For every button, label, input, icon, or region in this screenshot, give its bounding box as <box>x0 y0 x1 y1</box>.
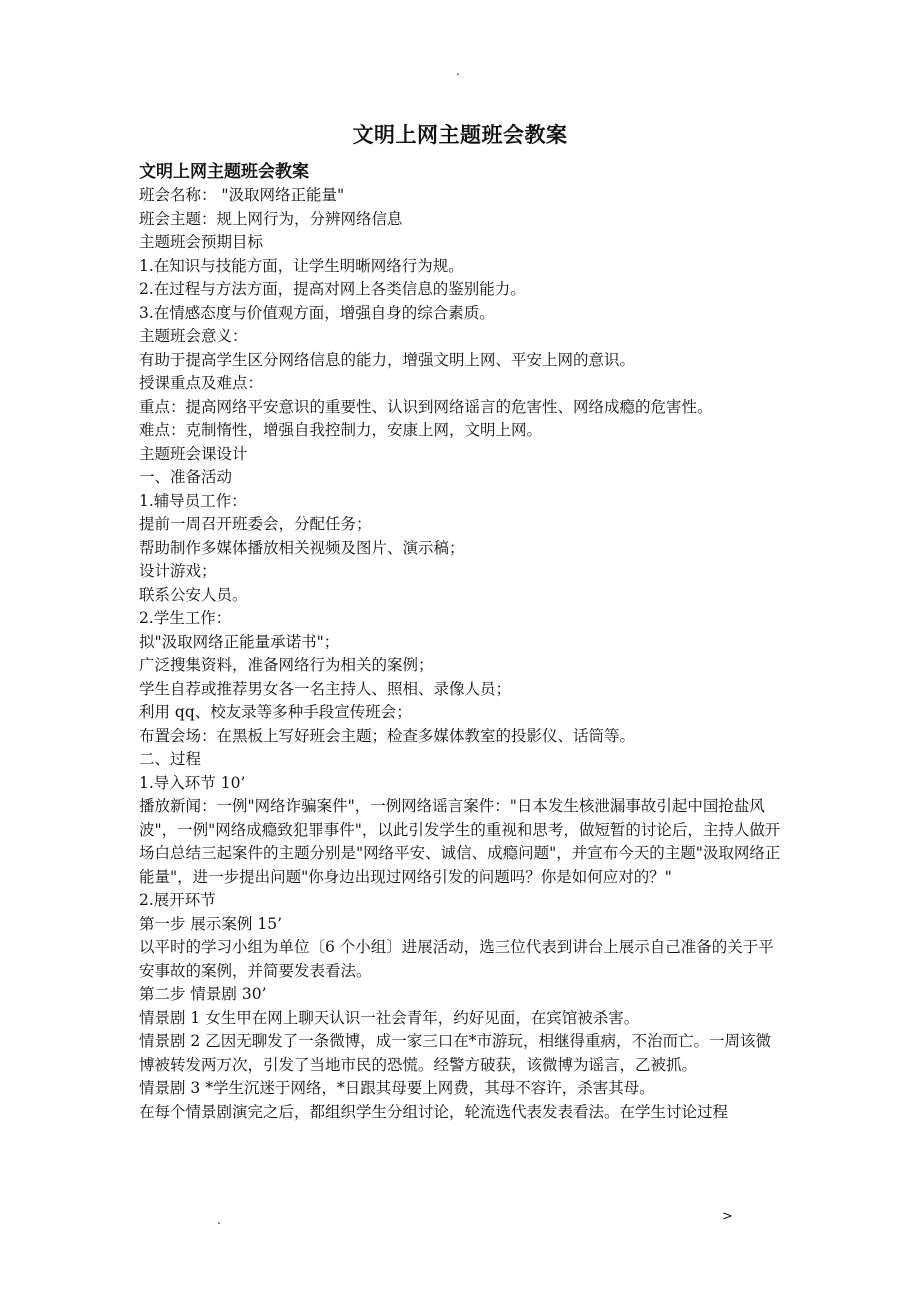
paragraph: 第一步 展示案例 15’ <box>139 914 283 933</box>
paragraph: 以平时的学习小组为单位〔6 个小组〕进展活动，选三位代表到讲台上展示自己准备的关于平安事故的案例，并简要发表看法。 <box>139 938 774 980</box>
paragraph: 情景剧 1 女生甲在网上聊天认识一社会青年，约好见面，在宾馆被杀害。 <box>139 1008 640 1027</box>
header-mark: . <box>456 64 460 78</box>
paragraph: 主题班会预期目标 <box>139 233 264 251</box>
paragraph: 1.导入环节 10’ <box>139 773 246 792</box>
paragraph: 重点：提高网络平安意识的重要性、认识到网络谣言的危害性、网络成瘾的危害性。 <box>139 397 713 416</box>
paragraph: 3.在情感态度与价值观方面，增强自身的综合素质。 <box>139 303 495 322</box>
paragraph: 情景剧 2 乙因无聊发了一条微博，成一家三口在*市游玩，相继得重病，不治而亡。一周该微博被转发两万次，引发了当地市民的恐慌。经警方破获，该微博为谣言，乙被抓。 <box>139 1032 771 1074</box>
paragraph: 1.辅导员工作： <box>139 491 247 510</box>
paragraph: 学生自荐或推荐男女各一名主持人、照相、录像人员； <box>139 679 512 698</box>
paragraph: 广泛搜集资料，准备网络行为相关的案例； <box>139 656 434 674</box>
paragraph: 设计游戏； <box>139 562 217 580</box>
paragraph: 播放新闻：一例"网络诈骗案件"，一例网络谣言案件："日本发生核泄漏事故引起中国抢盐风波"，一例"网络成瘾致犯罪事件"，以此引发学生的重视和思考，做短暂的讨论后，主持人做开场白总结三起案件的主题分别是"网络平安、诚信、成瘾问题"，并宣布今天的主题"汲取网络正能量"，进一步提出问题"你身边出现过网络引发的问题吗？你是如何应对的？" <box>139 797 781 886</box>
footer-right-mark: > <box>722 1209 733 1224</box>
paragraph: 主题班会意义： <box>139 327 248 345</box>
paragraph: 一、准备活动 <box>139 468 233 486</box>
paragraph: 利用 qq、校友录等多种手段宣传班会； <box>139 703 412 721</box>
document-title: 文明上网主题班会教案 <box>352 122 568 147</box>
paragraph: 主题班会课设计 <box>139 444 248 463</box>
paragraph: 联系公安人员。 <box>139 585 248 604</box>
paragraph: 二、过程 <box>139 750 202 768</box>
paragraph: 授课重点及难点： <box>139 374 264 392</box>
paragraph: 1.在知识与技能方面，让学生明晰网络行为规。 <box>139 256 464 275</box>
paragraph: 情景剧 3 *学生沉迷于网络，*日跟其母要上网费，其母不容许，杀害其母。 <box>139 1079 655 1097</box>
paragraph: 拟"汲取网络正能量承诺书"； <box>139 632 340 651</box>
paragraph: 2.在过程与方法方面，提高对网上各类信息的鉴别能力。 <box>139 280 526 298</box>
paragraph: 有助于提高学生区分网络信息的能力，增强文明上网、平安上网的意识。 <box>139 350 636 369</box>
paragraph: 2.学生工作： <box>139 609 232 627</box>
paragraph: 布置会场：在黑板上写好班会主题；检查多媒体教室的投影仪、话筒等。 <box>139 726 636 745</box>
paragraph: 提前一周召开班委会，分配任务； <box>139 515 372 533</box>
paragraph: 第二步 情景剧 30’ <box>139 985 267 1003</box>
paragraph: 班会主题：规上网行为，分辨网络信息 <box>139 209 403 228</box>
footer-left-mark: . <box>217 1213 221 1227</box>
paragraph: 在每个情景剧演完之后，都组织学生分组讨论，轮流选代表发表看法。在学生讨论过程 <box>139 1102 729 1121</box>
paragraph: 难点：克制惰性，增强自我控制力，安康上网，文明上网。 <box>139 421 543 439</box>
paragraph: 2.展开环节 <box>139 891 216 909</box>
section-heading: 文明上网主题班会教案 <box>139 162 309 182</box>
paragraph: 帮助制作多媒体播放相关视频及图片、演示稿； <box>139 538 465 557</box>
paragraph: 班会名称： "汲取网络正能量" <box>139 186 345 204</box>
document-body <box>139 160 784 1124</box>
